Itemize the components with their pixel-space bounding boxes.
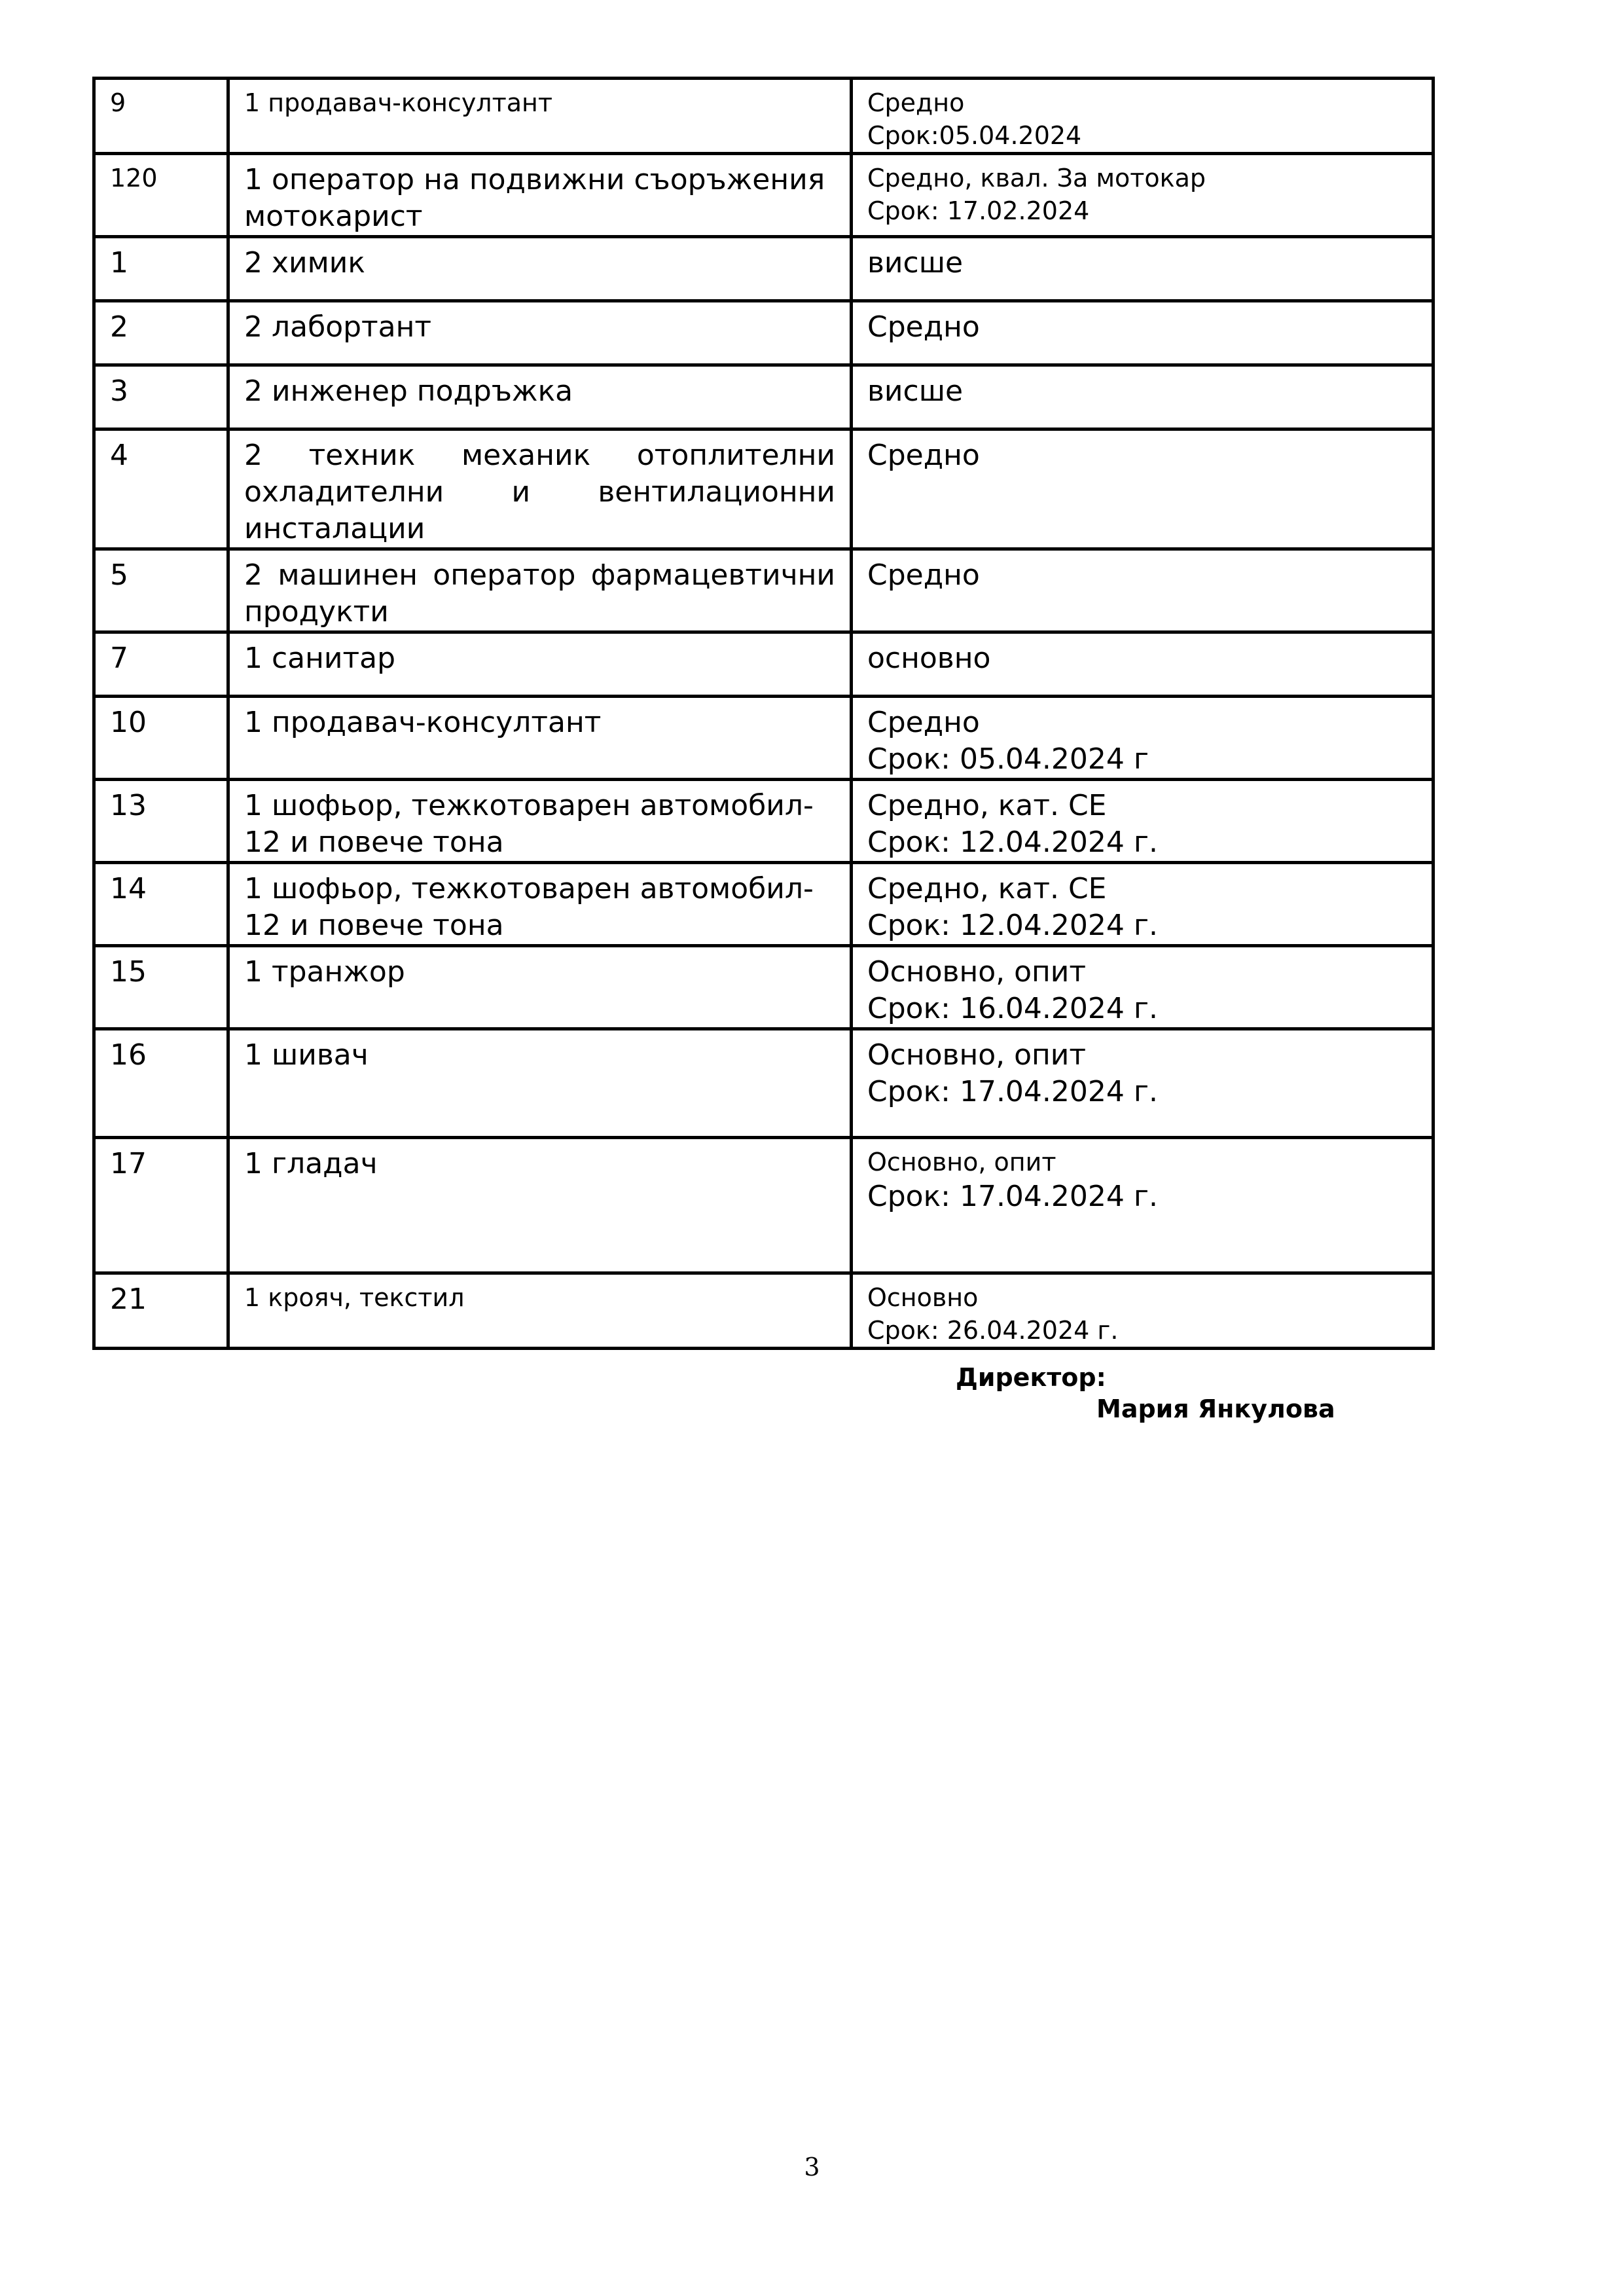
row-number-cell <box>94 549 228 632</box>
requirements-text: висше <box>867 374 964 408</box>
position-text: 1 крояч, текстил <box>244 1283 465 1312</box>
table-row <box>94 365 1434 429</box>
position-text: 2 лабортант <box>244 310 432 344</box>
requirements-text: Средно <box>867 558 980 592</box>
row-number-cell <box>94 301 228 365</box>
table-row <box>94 1138 1434 1273</box>
row-number: 7 <box>110 642 128 675</box>
position-text: 1 оператор на подвижни съоръжения <box>244 163 825 196</box>
position-text: 1 продавач-консултант <box>244 706 602 739</box>
row-number-cell <box>94 946 228 1029</box>
table-row <box>94 632 1434 697</box>
requirements-cell <box>852 697 1434 780</box>
requirements-cell <box>852 365 1434 429</box>
row-number: 5 <box>110 558 128 592</box>
signature-name: Мария Янкулова <box>1096 1394 1335 1423</box>
requirements-cell <box>852 946 1434 1029</box>
requirements-text: Средно, квал. За мотокар <box>867 164 1206 192</box>
position-cell <box>228 237 852 301</box>
row-number-cell <box>94 79 228 154</box>
row-number-cell <box>94 780 228 863</box>
requirements-text: висше <box>867 246 964 280</box>
table-row <box>94 154 1434 237</box>
requirements-text: Срок: 16.04.2024 г. <box>867 992 1158 1025</box>
row-number-cell <box>94 1138 228 1273</box>
requirements-text: Средно, кат. CE <box>867 872 1107 905</box>
row-number: 2 <box>110 310 128 344</box>
requirements-cell <box>852 1029 1434 1138</box>
position-text: 12 и повече тона <box>244 909 504 942</box>
position-text: 1 шофьор, тежкотоварен автомобил- <box>244 789 814 822</box>
row-number: 13 <box>110 789 147 822</box>
position-cell <box>228 632 852 697</box>
row-number: 4 <box>110 439 128 472</box>
position-text: мотокарист <box>244 200 423 233</box>
table-row <box>94 697 1434 780</box>
position-text: 2 машинен оператор фармацевтични продукти <box>244 558 835 629</box>
row-number: 3 <box>110 374 128 408</box>
requirements-cell <box>852 549 1434 632</box>
table-row <box>94 780 1434 863</box>
position-text: 2 химик <box>244 246 365 280</box>
row-number-cell <box>94 429 228 549</box>
signature-role: Директор: <box>956 1363 1106 1392</box>
requirements-text: Средно <box>867 88 965 117</box>
requirements-text: Средно <box>867 439 980 472</box>
position-cell <box>228 1138 852 1273</box>
row-number-cell <box>94 365 228 429</box>
position-cell <box>228 154 852 237</box>
table-row <box>94 1029 1434 1138</box>
requirements-text: Срок:05.04.2024 <box>867 121 1082 150</box>
position-cell <box>228 1029 852 1138</box>
requirements-text: Срок: 17.04.2024 г. <box>867 1180 1158 1213</box>
vacancy-table <box>92 77 1435 1350</box>
row-number: 10 <box>110 706 147 739</box>
position-cell <box>228 780 852 863</box>
requirements-text: Основно, опит <box>867 1148 1056 1176</box>
requirements-cell <box>852 863 1434 946</box>
requirements-cell <box>852 237 1434 301</box>
table-row <box>94 301 1434 365</box>
position-cell <box>228 365 852 429</box>
requirements-text: Основно, опит <box>867 955 1087 989</box>
requirements-text: Средно, кат. CE <box>867 789 1107 822</box>
requirements-cell <box>852 79 1434 154</box>
row-number: 120 <box>110 164 158 192</box>
row-number: 9 <box>110 88 126 117</box>
position-cell <box>228 429 852 549</box>
position-text: 1 продавач-консултант <box>244 88 552 117</box>
position-text: 2 техник механик отоплителни охладителни и вентилационни инсталации <box>244 439 835 545</box>
requirements-cell <box>852 154 1434 237</box>
requirements-text: Срок: 17.02.2024 <box>867 196 1090 225</box>
position-text: 1 санитар <box>244 642 396 675</box>
position-text: 1 шивач <box>244 1038 369 1072</box>
row-number: 14 <box>110 872 147 905</box>
row-number: 17 <box>110 1147 147 1180</box>
row-number: 15 <box>110 955 147 989</box>
position-cell <box>228 697 852 780</box>
position-text: 2 инженер подръжка <box>244 374 573 408</box>
signature-block <box>956 1362 1335 1425</box>
requirements-text: Срок: 05.04.2024 г <box>867 742 1149 776</box>
requirements-text: Срок: 12.04.2024 г. <box>867 909 1158 942</box>
table-row <box>94 549 1434 632</box>
position-text: 1 транжор <box>244 955 405 989</box>
requirements-cell <box>852 1273 1434 1349</box>
table-row <box>94 429 1434 549</box>
requirements-text: Средно <box>867 706 980 739</box>
row-number-cell <box>94 154 228 237</box>
position-text: 12 и повече тона <box>244 826 504 859</box>
requirements-text: Срок: 26.04.2024 г. <box>867 1316 1119 1345</box>
row-number-cell <box>94 1273 228 1349</box>
position-cell <box>228 946 852 1029</box>
table-row <box>94 863 1434 946</box>
requirements-text: Основно <box>867 1283 979 1312</box>
requirements-cell <box>852 429 1434 549</box>
requirements-cell <box>852 301 1434 365</box>
table-row <box>94 237 1434 301</box>
row-number-cell <box>94 697 228 780</box>
position-cell <box>228 549 852 632</box>
table-row <box>94 79 1434 154</box>
row-number-cell <box>94 632 228 697</box>
position-text: 1 гладач <box>244 1147 378 1180</box>
requirements-text: Основно, опит <box>867 1038 1087 1072</box>
requirements-text: Срок: 17.04.2024 г. <box>867 1075 1158 1108</box>
page-number: 3 <box>804 2153 820 2181</box>
row-number: 21 <box>110 1283 147 1316</box>
row-number-cell <box>94 863 228 946</box>
position-cell <box>228 79 852 154</box>
position-cell <box>228 863 852 946</box>
requirements-text: Срок: 12.04.2024 г. <box>867 826 1158 859</box>
requirements-text: Средно <box>867 310 980 344</box>
requirements-text: основно <box>867 642 991 675</box>
table-row <box>94 946 1434 1029</box>
table-row <box>94 1273 1434 1349</box>
position-cell <box>228 301 852 365</box>
row-number: 1 <box>110 246 128 280</box>
position-cell <box>228 1273 852 1349</box>
requirements-cell <box>852 1138 1434 1273</box>
vacancy-table-body <box>94 79 1434 1349</box>
position-text: 1 шофьор, тежкотоварен автомобил- <box>244 872 814 905</box>
requirements-cell <box>852 632 1434 697</box>
requirements-cell <box>852 780 1434 863</box>
row-number-cell <box>94 1029 228 1138</box>
row-number-cell <box>94 237 228 301</box>
row-number: 16 <box>110 1038 147 1072</box>
